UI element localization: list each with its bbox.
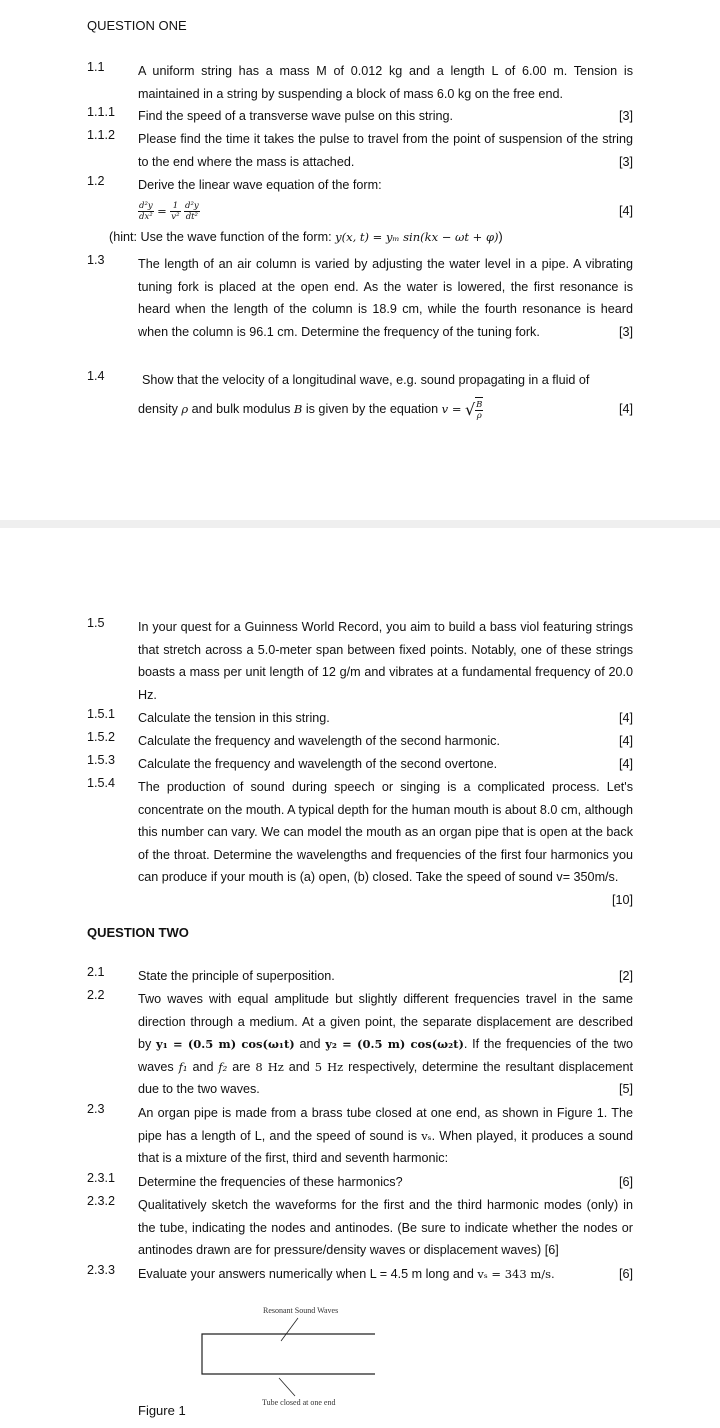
item-text: The length of an air column is varied by adjusting the water level in a pipe. A vibrating tuning fork is placed at the open end. As the water is lowered, the first resonance is heard when the length of the column is 18.9 cm, while the fourth resonance is heard when the column is 96.1 cm. Determine the frequency of the tuning fork. bbox=[138, 257, 633, 339]
displacement-y1: y₁ = (0.5 m) cos(ω₁t) bbox=[156, 1037, 295, 1052]
item-number: 1.5.1 bbox=[87, 707, 116, 721]
item-number: 1.4 bbox=[87, 369, 105, 383]
item-number: 2.3.1 bbox=[87, 1171, 116, 1185]
marks: [4] bbox=[618, 757, 633, 771]
figure-caption-bottom: Tube closed at one end bbox=[262, 1398, 336, 1407]
marks: [3] bbox=[618, 109, 633, 123]
item-text: The production of sound during speech or singing is a complicated process. Let's concentrate on the mouth. A typical depth for the human mouth is about 8.0 cm, although this number can vary. We can model the mouth as an organ pipe that is open at the back of the throat. Determine the wavelengths and frequencies of the first four harmonics you can produce if your mouth is (a) open, (b) closed. Take the speed of sound v= 350m/s. bbox=[138, 780, 633, 885]
marks: [3] bbox=[618, 324, 633, 339]
item-number: 1.5.3 bbox=[87, 753, 116, 767]
hint-wave-function: y(x, t) = yₘ sin(kx − ωt + φ) bbox=[335, 230, 499, 244]
wave-equation: $\frac{\text{d²y}}{\text{dx²}}$ = $\frac{1}{\text{v²}}$ $\frac{\text{d²y}}{\text{dt²}}$ [4] bbox=[138, 197, 633, 225]
item-text: State the principle of superposition. bbox=[138, 969, 335, 983]
item-text: Find the speed of a transverse wave pulse on this string. bbox=[138, 109, 454, 123]
question-one-heading: QUESTION ONE bbox=[87, 18, 187, 33]
pointer-line-bottom bbox=[279, 1378, 295, 1396]
displacement-y2: y₂ = (0.5 m) cos(ω₂t) bbox=[325, 1037, 464, 1052]
item-number: 1.1.2 bbox=[87, 128, 116, 142]
marks: [5] bbox=[618, 1082, 633, 1097]
marks: [4] bbox=[618, 402, 633, 416]
item-text: Qualitatively sketch the waveforms for the first and the third harmonic modes (only) in the tube, indicating the nodes and antinodes. (Be sure to indicate whether the nodes or antinodes drawn are for pressure/density waves or displacement waves) bbox=[138, 1198, 633, 1258]
marks: [6] bbox=[618, 1267, 633, 1281]
item-text: Calculate the tension in this string. bbox=[138, 711, 330, 725]
item-number: 2.3 bbox=[87, 1102, 105, 1116]
item-number: 1.2 bbox=[87, 174, 105, 188]
pointer-line-top bbox=[281, 1318, 298, 1341]
marks: [4] bbox=[618, 734, 633, 748]
marks: [10] bbox=[611, 892, 633, 907]
item-number: 2.3.3 bbox=[87, 1263, 116, 1277]
item-number: 1.1.1 bbox=[87, 105, 116, 119]
item-text: In your quest for a Guinness World Record, you aim to build a bass viol featuring strings that stretch across a 5.0-meter span between fixed points. Notably, one of these strings boasts a mass per unit length of 12 g/m and vibrates at a fundamental frequency of 20.0 Hz. bbox=[138, 620, 633, 702]
item-text: Please find the time it takes the pulse to travel from the point of suspension of the string to the end where the mass is attached. bbox=[138, 132, 633, 169]
item-text: Derive the linear wave equation of the form: bbox=[138, 178, 382, 192]
question-two-heading: QUESTION TWO bbox=[87, 925, 189, 940]
item-number: 2.1 bbox=[87, 965, 105, 979]
item-text: Calculate the frequency and wavelength of the second harmonic. bbox=[138, 734, 500, 748]
sqrt-icon: √ bbox=[464, 399, 476, 419]
item-text: A uniform string has a mass M of 0.012 kg and a length L of 6.00 m. Tension is maintained in a string by suspending a block of mass 6.0 kg on the free end. bbox=[138, 64, 633, 101]
figure-caption-top: Resonant Sound Waves bbox=[263, 1306, 339, 1315]
item-text: Calculate the frequency and wavelength of the second overtone. bbox=[138, 757, 498, 771]
item-text: Determine the frequencies of these harmonics? bbox=[138, 1175, 403, 1189]
item-number: 2.3.2 bbox=[87, 1194, 116, 1208]
item-number: 1.5.4 bbox=[87, 776, 116, 790]
marks: [3] bbox=[618, 154, 633, 169]
item-number: 1.5 bbox=[87, 616, 105, 630]
page-divider bbox=[0, 520, 720, 528]
item-number: 1.5.2 bbox=[87, 730, 116, 744]
item-number: 1.3 bbox=[87, 253, 105, 267]
marks: [6] bbox=[618, 1175, 633, 1189]
item-text: Show that the velocity of a longitudinal wave, e.g. sound propagating in a fluid of bbox=[142, 373, 590, 387]
figure-label: Figure 1 bbox=[138, 1403, 186, 1418]
item-number: 1.1 bbox=[87, 60, 105, 74]
marks: [4] bbox=[618, 203, 633, 218]
marks: [4] bbox=[618, 711, 633, 725]
item-number: 2.2 bbox=[87, 988, 105, 1002]
tube-diagram bbox=[195, 1314, 380, 1406]
marks: [2] bbox=[618, 969, 633, 983]
closed-tube bbox=[202, 1334, 375, 1374]
hint-line: (hint: Use the wave function of the form: y(x, t) = yₘ sin(kx − ωt + φ)) bbox=[109, 230, 503, 244]
marks: [6] bbox=[544, 1243, 559, 1258]
